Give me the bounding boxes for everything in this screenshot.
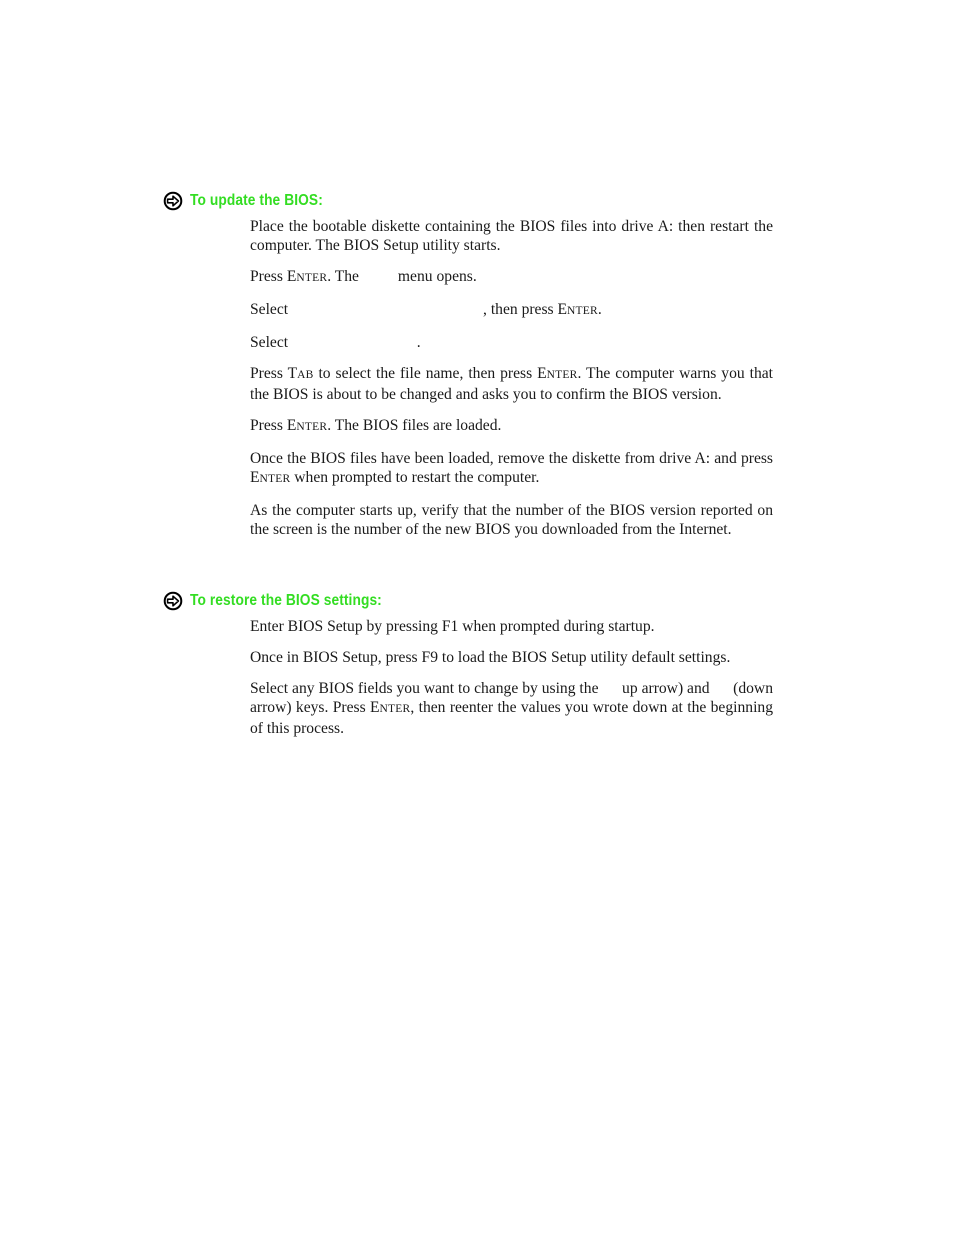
step-text: Enter BIOS Setup by pressing F1 when prompted during startup.: [250, 618, 655, 635]
step-text: Select .: [250, 334, 421, 351]
step-text: Press E: [250, 268, 297, 285]
step-text: . The BIOS files are loaded.: [327, 417, 502, 434]
step-8: [250, 501, 777, 539]
step-3: [250, 679, 777, 738]
key-name: NTER: [546, 369, 578, 381]
section-heading-text: To update the BIOS:: [190, 192, 323, 209]
section-heading-text: To restore the BIOS settings:: [190, 592, 382, 609]
step-text: when prompted to restart the computer.: [290, 469, 540, 486]
steps-list: [250, 617, 777, 750]
step-text: to select the file name, then press E: [313, 365, 547, 382]
step-2: [250, 267, 773, 288]
step-text: Once the BIOS files have been loaded, remove the diskette from drive A: and press E: [250, 450, 777, 486]
step-4: [250, 333, 773, 352]
step-text: Once in BIOS Setup, press F9 to load the BIOS Setup utility default settings.: [250, 649, 731, 666]
key-name: NTER: [567, 305, 598, 317]
key-name: NTER: [259, 473, 291, 485]
key-name: NTER: [379, 703, 411, 715]
step-text: Place the bootable diskette containing the BIOS files into drive A: then restart the computer. The BIOS Setup utility starts.: [250, 218, 777, 254]
step-2: [250, 648, 773, 667]
step-text: , then reenter the values you wrote down at the beginning of this process.: [250, 699, 777, 737]
step-5: [250, 364, 777, 404]
step-text: Press E: [250, 417, 297, 434]
step-1: [250, 217, 777, 255]
section-heading: [163, 190, 345, 212]
step-text: Select any BIOS fields you want to change by using the up arrow) and (down arrow) keys. Press E: [250, 680, 777, 716]
steps-list: [250, 217, 777, 551]
step-text: . The computer warns you that the BIOS is about to be changed and asks you to confirm the BIOS version.: [250, 365, 777, 403]
key-name: NTER: [296, 272, 328, 284]
key-name: AB: [297, 369, 314, 381]
step-text: As the computer starts up, verify that the number of the BIOS version reported on the screen is the number of the new BIOS you downloaded from the Internet.: [250, 502, 777, 538]
step-text: Select , then press E: [250, 301, 568, 318]
step-text: . The menu opens.: [327, 268, 477, 285]
circled-right-arrow-icon: [163, 191, 183, 211]
step-1: [250, 617, 773, 636]
step-7: [250, 449, 777, 489]
section-heading: [163, 590, 413, 612]
key-name: NTER: [296, 421, 328, 433]
step-6: [250, 416, 773, 437]
step-text: .: [597, 301, 602, 318]
step-3: [250, 300, 773, 321]
step-text: Press T: [250, 365, 298, 382]
circled-right-arrow-icon: [163, 591, 183, 611]
